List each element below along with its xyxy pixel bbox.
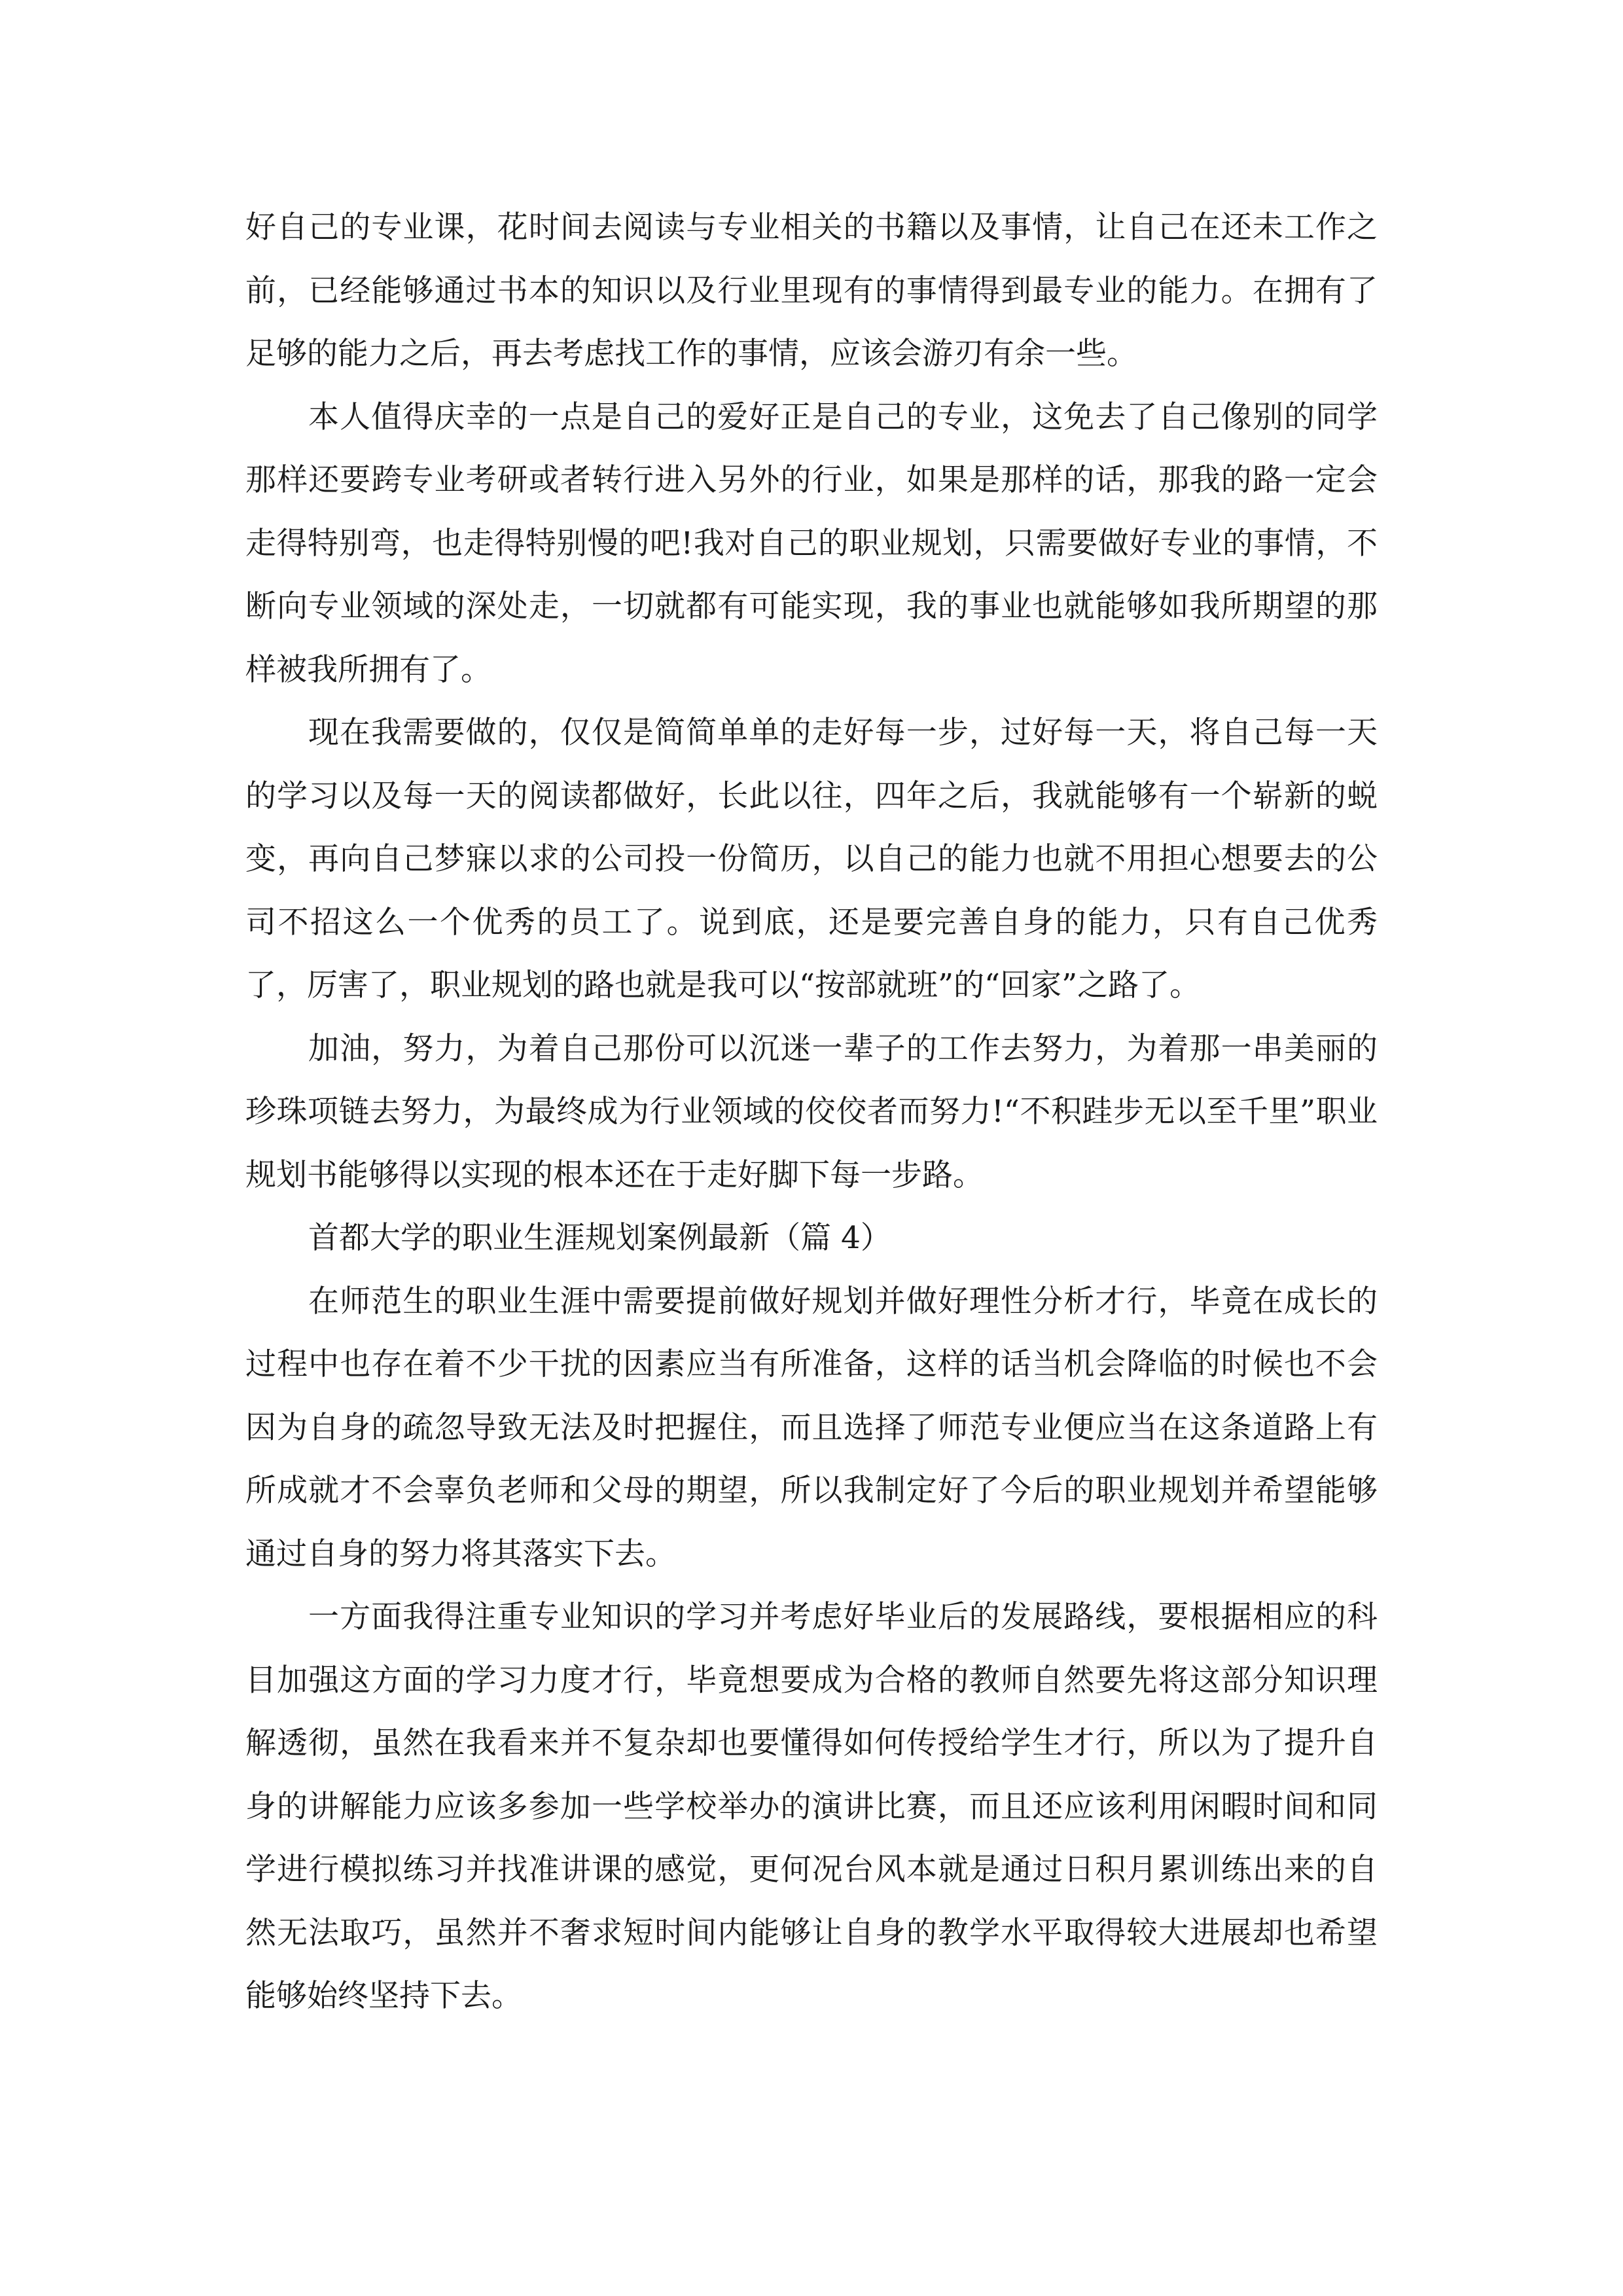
document-body [245,196,1378,2028]
paragraph: 在师范生的职业生涯中需要提前做好规划并做好理性分析才行，毕竟在成长的过程中也存在着不少干扰的因素应当有所准备，这样的话当机会降临的时候也不会因为自身的疏忽导致无法及时把握住，而且选择了师范专业便应当在这条道路上有所成就才不会辜负老师和父母的期望，所以我制定好了今后的职业规划并希望能够通过自身的努力将其落实下去。 [245,1283,1378,1572]
paragraph: 现在我需要做的，仅仅是简简单单的走好每一步，过好每一天，将自己每一天的学习以及每一天的阅读都做好，长此以往，四年之后，我就能够有一个崭新的蜕变，再向自己梦寐以求的公司投一份简历，以自己的能力也就不用担心想要去的公司不招这么一个优秀的员工了。说到底，还是要完善自身的能力，只有自己优秀了，厉害了，职业规划的路也就是我可以“按部就班”的“回家”之路了。 [245,715,1378,1003]
paragraph: 加油，努力，为着自己那份可以沉迷一辈子的工作去努力，为着那一串美丽的珍珠项链去努力，为最终成为行业领域的佼佼者而努力!“不积跬步无以至千里”职业规划书能够得以实现的根本还在于走好脚下每一步路。 [245,1030,1378,1193]
section-heading: 首都大学的职业生涯规划案例最新（篇 4） [308,1220,891,1256]
paragraph: 本人值得庆幸的一点是自己的爱好正是自己的专业，这免去了自己像别的同学那样还要跨专业考研或者转行进入另外的行业，如果是那样的话，那我的路一定会走得特别弯，也走得特别慢的吧!我对自己的职业规划，只需要做好专业的事情，不断向专业领域的深处走，一切就都有可能实现，我的事业也就能够如我所期望的那样被我所拥有了。 [245,399,1378,688]
paragraph: 一方面我得注重专业知识的学习并考虑好毕业后的发展路线，要根据相应的科目加强这方面的学习力度才行，毕竟想要成为合格的教师自然要先将这部分知识理解透彻，虽然在我看来并不复杂却也要懂得如何传授给学生才行，所以为了提升自身的讲解能力应该多参加一些学校举办的演讲比赛，而且还应该利用闲暇时间和同学进行模拟练习并找准讲课的感觉，更何况台风本就是通过日积月累训练出来的自然无法取巧，虽然并不奢求短时间内能够让自身的教学水平取得较大进展却也希望能够始终坚持下去。 [245,1599,1378,2014]
paragraph-continuation: 好自己的专业课，花时间去阅读与专业相关的书籍以及事情，让自己在还未工作之前，已经能够通过书本的知识以及行业里现有的事情得到最专业的能力。在拥有了足够的能力之后，再去考虑找工作的事情，应该会游刃有余一些。 [245,209,1378,372]
